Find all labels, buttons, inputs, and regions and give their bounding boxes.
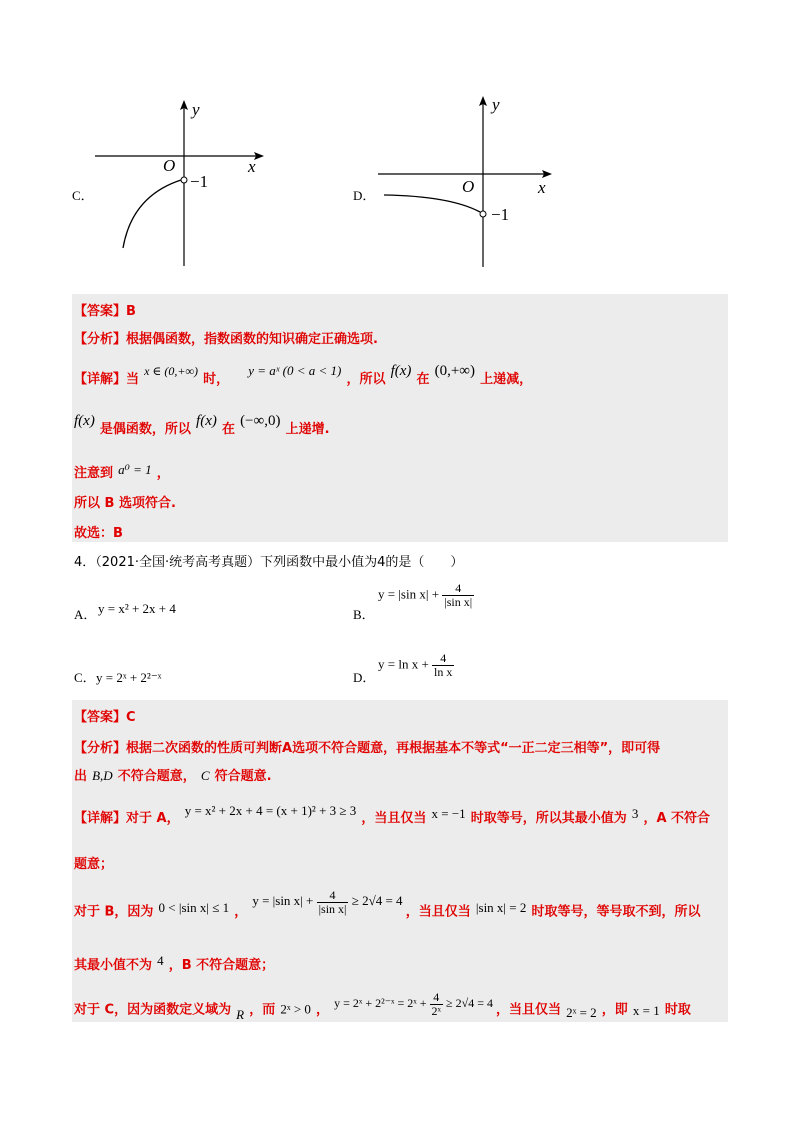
graph-c-origin-label: O xyxy=(163,156,176,175)
q4-detail-b-cont: 其最小值不为 $^4$ ，B 不符合题意； xyxy=(74,953,275,973)
graph-d-x-label: x xyxy=(538,178,546,197)
q4-analysis-line-1: 【分析】根据二次函数的性质可判断A选项不符合题意，再根据基本不等式“一正二定三相等”，即可得 xyxy=(74,741,661,756)
graph-d-y-label: y xyxy=(492,95,500,114)
answer-line: 【答案】B xyxy=(74,304,136,319)
q4-answer-line: 【答案】C xyxy=(74,710,136,725)
detail-line-1: 【详解】当 $^{x \in (0,+\infty)}$ 时， $^{y = aˣ (0 < a < 1)}$ ，所以 f(x) 在 (0,+∞) 上递减， xyxy=(74,363,533,387)
q4-detail-a-cont: 题意； xyxy=(74,857,114,872)
q4-option-c-formula: y = 2ˣ + 2²⁻ˣ xyxy=(96,670,162,685)
graph-c-y-label: y xyxy=(192,100,200,119)
q4-option-d-letter: D． xyxy=(353,670,376,685)
q4-option-b-letter: B． xyxy=(353,607,375,622)
detail-line-2: f(x) 是偶函数，所以 f(x) 在 (−∞,0) 上递增. xyxy=(74,413,330,437)
question-4-stem: 4．（2021·全国·统考高考真题）下列函数中最小值为4的是（ ） xyxy=(74,555,464,570)
q4-option-a-letter: A． xyxy=(74,607,97,622)
option-c-letter: C． xyxy=(72,188,94,203)
q4-option-d-formula: y = ln x + $\frac{4}{\text{ln x}}$ xyxy=(378,651,453,679)
graph-c xyxy=(90,98,270,270)
q4-detail-c: 对于 C，因为函数定义域为 $_R$ ，而 2ˣ > 0 ， $^{y = 2ˣ + 2^{2-}ˣ = 2ˣ + \frac{4}{\text{2ˣ}} \ge 2√4 = 4}$ ，当且仅当 $_{2ˣ = 2}$ ，即 x = 1 时取 xyxy=(74,990,691,1023)
analysis-line: 【分析】根据偶函数，指数函数的知识确定正确选项. xyxy=(74,332,378,347)
q4-option-b-formula: y = |sin x| + $\frac{4}{\text{|sin x|}}$ xyxy=(378,581,473,609)
graph-c-x-label: x xyxy=(248,157,256,176)
q4-option-c-letter: C． xyxy=(74,670,96,685)
graph-d-point-label: −1 xyxy=(491,205,510,224)
detail-line-4: 所以 B 选项符合. xyxy=(74,496,176,511)
q4-detail-a: 【详解】对于 A， $^{y = x^2 + 2x + 4 = (x + 1)^2 + 3 \ge 3}$ ，当且仅当 $^{x = -1}$ 时取等号，所以其最小值为 $^3$ ，A 不符合 xyxy=(74,803,711,826)
option-d-letter: D． xyxy=(353,188,376,203)
q4-option-a-formula: y = x² + 2x + 4 xyxy=(98,601,176,616)
q4-analysis-line-2: 出 B,D 不符合题意， C 符合题意. xyxy=(74,768,272,784)
q4-detail-b: 对于 B，因为 0 < |sin x| ≤ 1 ， $^{y = |sin x| + \frac{4}{\text{|sin x|}} \ge 2√4 = 4}$ ，当且仅当 |sin x| = 2 时取等号，等号取不到，所以 xyxy=(74,888,701,920)
graph-c-point-label: −1 xyxy=(190,172,209,191)
detail-line-5: 故选：B xyxy=(74,526,123,541)
graph-d-origin-label: O xyxy=(462,177,475,196)
detail-line-3: 注意到 a⁰ = 1 ， xyxy=(74,462,170,481)
